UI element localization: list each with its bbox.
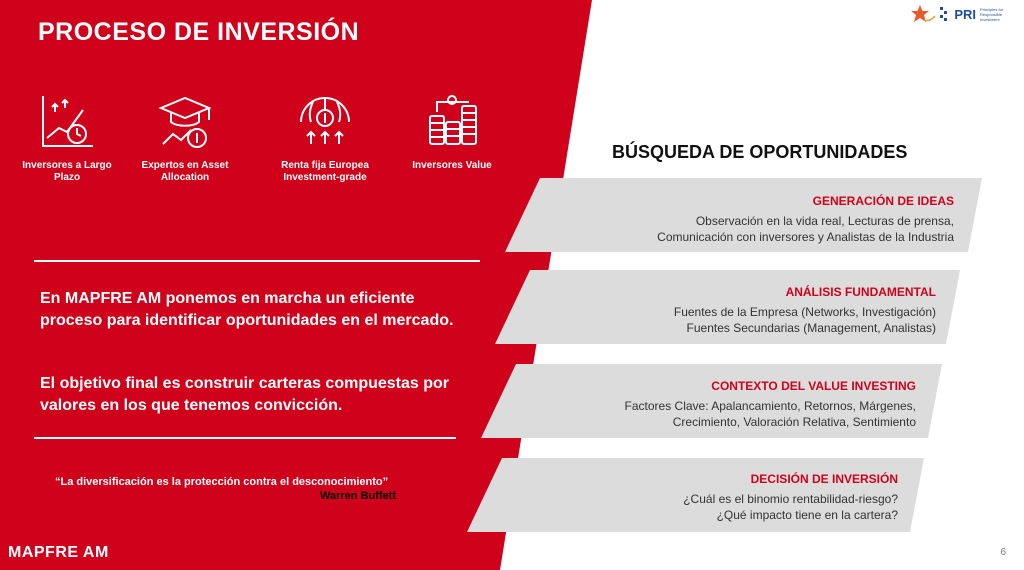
step-card-fundamental [674, 285, 936, 336]
profile-label: Renta fija Europea Investment-grade [281, 160, 369, 183]
step-title: ANÁLISIS FUNDAMENTAL [785, 285, 936, 299]
growth-chart-icon [37, 92, 97, 152]
profile-fixed-income [270, 92, 380, 184]
step-line: Observación en la vida real, Lecturas de prensa, [695, 214, 954, 228]
pri-logo-subtitle: Principles for Responsible Investment [980, 6, 1004, 22]
profile-long-term [12, 92, 122, 184]
partner-logos [910, 4, 1012, 24]
step-card-ideas [657, 194, 954, 245]
step-title: DECISIÓN DE INVERSIÓN [750, 472, 898, 486]
profile-label: Inversores a Largo Plazo [22, 160, 112, 183]
globe-bond-icon [295, 92, 355, 152]
step-card-decision [683, 472, 898, 523]
pri-logo-icon [940, 7, 950, 21]
profile-asset-allocation [130, 92, 240, 184]
step-line: Comunicación con inversores y Analistas de la Industria [657, 230, 954, 244]
intro-paragraph-2: El objetivo final es construir carteras compuestas por valores en los que tenemos convicción. [40, 375, 450, 414]
step-line: Factores Clave: Apalancamiento, Retornos, Márgenes, [624, 399, 916, 413]
star-logo-icon [910, 4, 936, 24]
quote-author: Warren Buffett [320, 490, 396, 502]
intro-paragraph-1: En MAPFRE AM ponemos en marcha un eficiente proceso para identificar oportunidades en el mercado. [40, 290, 454, 329]
step-title: GENERACIÓN DE IDEAS [812, 194, 954, 208]
step-title: CONTEXTO DEL VALUE INVESTING [711, 379, 916, 393]
pri-logo-text: PRI [954, 6, 976, 22]
step-line: Fuentes de la Empresa (Networks, Investigación) [673, 305, 936, 319]
graduation-cap-icon [155, 92, 215, 152]
step-line: Fuentes Secundarias (Management, Analistas) [686, 321, 936, 335]
quote-text: “La diversificación es la protección contra el desconocimiento” [55, 476, 389, 488]
profile-value [397, 92, 507, 172]
step-line: ¿Cuál es el binomio rentabilidad-riesgo? [683, 492, 898, 506]
page-number: 6 [1000, 547, 1006, 558]
profile-label: Inversores Value [412, 160, 492, 171]
opportunities-title: BÚSQUEDA DE OPORTUNIDADES [612, 142, 908, 162]
divider-top [34, 260, 480, 262]
slide-title: PROCESO DE INVERSIÓN [38, 18, 360, 46]
coin-stacks-icon [422, 92, 482, 152]
brand-logo: MAPFRE AM [8, 544, 109, 561]
step-card-value-context [625, 379, 916, 430]
step-line: ¿Qué impacto tiene en la cartera? [716, 508, 898, 522]
step-line: Crecimiento, Valoración Relativa, Sentimiento [672, 415, 916, 429]
divider-bottom [34, 437, 456, 439]
profile-label: Expertos en Asset Allocation [141, 160, 229, 183]
